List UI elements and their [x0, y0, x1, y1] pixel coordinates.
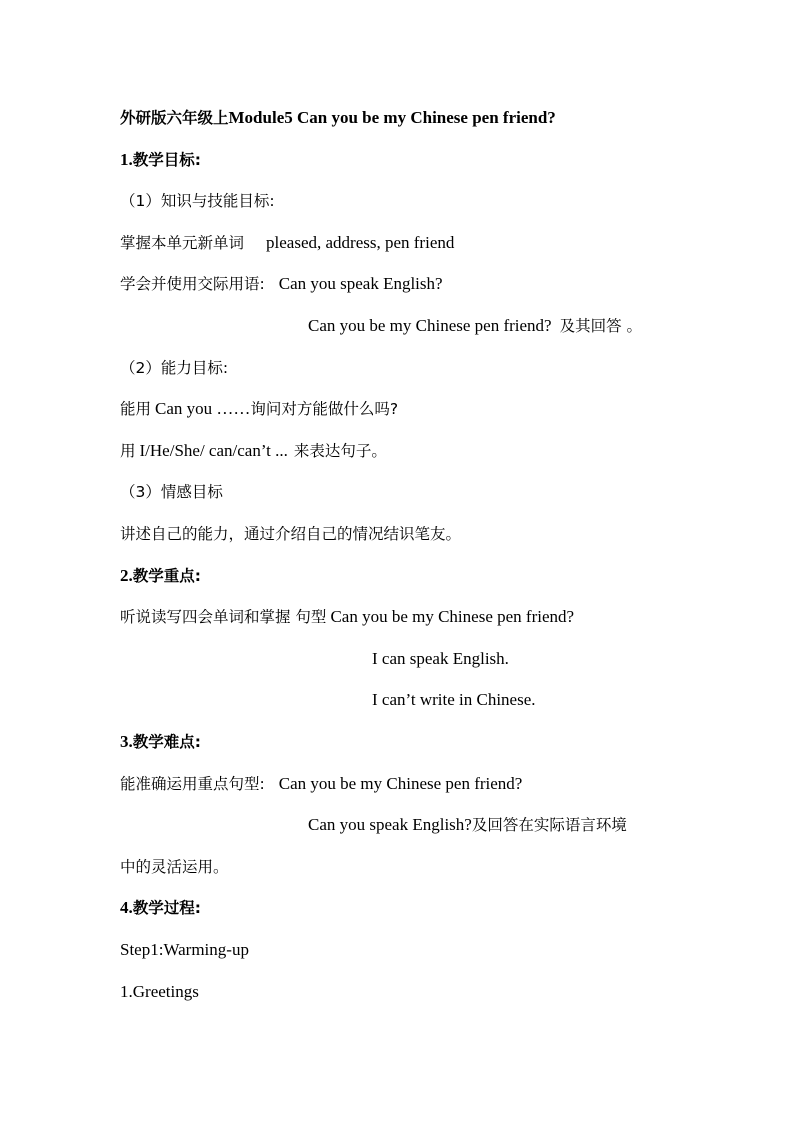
phrase-2-suffix: 及其回答 。	[559, 317, 643, 335]
step-1-title: Step1:Warming-up	[120, 940, 249, 959]
ability-1-c: 询问对方能做什么吗?	[250, 400, 399, 418]
key-sentence-1: Can you be my Chinese pen friend?	[330, 607, 575, 626]
ability-2-b: I/He/She/ can/can’t ...	[139, 441, 288, 460]
key-line-2	[372, 649, 509, 669]
ability-2-a: 用	[120, 442, 136, 460]
title-cn: 外研版六年级上	[120, 109, 229, 127]
step-1-line	[120, 940, 249, 960]
vocab-words: pleased, address, pen friend	[266, 233, 455, 252]
section-1-title: 教学目标:	[132, 151, 201, 169]
greetings-line	[120, 982, 199, 1002]
emotion-line	[120, 524, 461, 544]
subsection-3-heading	[120, 482, 223, 502]
emotion-text: 讲述自己的能力，通过介绍自己的情况结识笔友。	[120, 525, 462, 543]
ability-2-c: 来表达句子。	[293, 442, 387, 460]
section-4-title: 教学过程:	[132, 899, 201, 917]
key-line-3	[372, 690, 536, 710]
greetings-text: 1.Greetings	[120, 982, 199, 1001]
key-line-1	[120, 607, 574, 627]
section-2-number: 2.	[120, 566, 133, 585]
section-3-number: 3.	[120, 732, 133, 751]
section-4-heading	[120, 898, 201, 918]
ability-line-2	[120, 441, 387, 461]
subsection-1-heading	[120, 191, 275, 211]
difficulty-sentence-2-suffix: 及回答在实际语言环境	[471, 816, 627, 834]
phrase-2: Can you be my Chinese pen friend?	[308, 316, 552, 335]
title-en: Module5 Can you be my Chinese pen friend?	[228, 108, 556, 127]
phrase-1: Can you speak English?	[278, 274, 443, 293]
document-title	[120, 108, 556, 128]
ability-line-1	[120, 399, 398, 419]
phrases-line	[120, 274, 443, 294]
section-4-number: 4.	[120, 898, 133, 917]
ability-1-a: 能用	[120, 400, 152, 418]
section-3-heading	[120, 732, 201, 752]
difficulty-line-2	[308, 815, 627, 835]
difficulty-sentence-2: Can you speak English?	[308, 815, 472, 834]
section-2-heading	[120, 566, 201, 586]
difficulty-sentence-3: 中的灵活运用。	[120, 858, 229, 876]
vocab-line	[120, 233, 454, 253]
subsection-3-title: （3）情感目标	[120, 483, 223, 501]
subsection-1-title: （1）知识与技能目标:	[120, 192, 275, 210]
difficulty-line-3	[120, 857, 229, 877]
difficulty-label: 能准确运用重点句型:	[120, 775, 265, 793]
vocab-label: 掌握本单元新单词	[120, 234, 245, 252]
ability-1-b: Can you ……	[155, 399, 251, 418]
subsection-2-title: （2）能力目标:	[120, 359, 229, 377]
section-1-heading	[120, 150, 201, 170]
phrase-2-line	[308, 316, 642, 336]
section-3-title: 教学难点:	[132, 733, 201, 751]
key-sentence-3: I can’t write in Chinese.	[372, 690, 536, 709]
difficulty-sentence-1: Can you be my Chinese pen friend?	[278, 774, 523, 793]
key-label: 听说读写四会单词和掌握 句型	[120, 608, 327, 626]
subsection-2-heading	[120, 358, 228, 378]
difficulty-line-1	[120, 774, 522, 794]
section-1-number: 1.	[120, 150, 133, 169]
key-sentence-2: I can speak English.	[372, 649, 509, 668]
phrases-label: 学会并使用交际用语:	[120, 275, 265, 293]
section-2-title: 教学重点:	[132, 567, 201, 585]
